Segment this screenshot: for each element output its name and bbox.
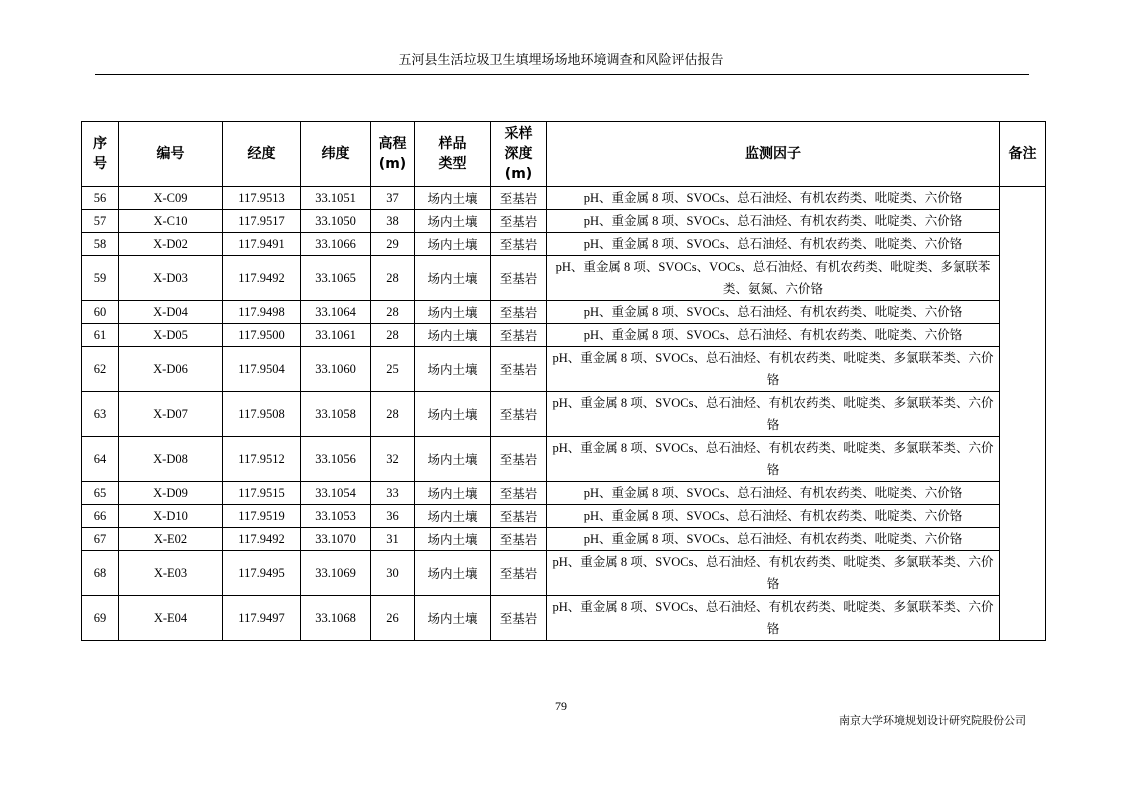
cell-factors: pH、重金属 8 项、SVOCs、总石油烃、有机农药类、吡啶类、多氯联苯类、六价铬 — [547, 437, 1000, 482]
col-header-factors: 监测因子 — [547, 122, 1000, 187]
cell-seq: 56 — [82, 187, 119, 210]
cell-sample-type: 场内土壤 — [415, 256, 491, 301]
table-row — [82, 596, 1046, 641]
cell-elevation: 32 — [371, 437, 415, 482]
cell-latitude: 33.1068 — [301, 596, 371, 641]
col-header-longitude: 经度 — [223, 122, 301, 187]
cell-elevation: 31 — [371, 528, 415, 551]
cell-latitude: 33.1061 — [301, 324, 371, 347]
cell-longitude: 117.9512 — [223, 437, 301, 482]
cell-factors: pH、重金属 8 项、SVOCs、总石油烃、有机农药类、吡啶类、多氯联苯类、六价铬 — [547, 551, 1000, 596]
cell-latitude: 33.1054 — [301, 482, 371, 505]
cell-latitude: 33.1065 — [301, 256, 371, 301]
cell-elevation: 26 — [371, 596, 415, 641]
table-row — [82, 551, 1046, 596]
cell-longitude: 117.9517 — [223, 210, 301, 233]
cell-sample-type: 场内土壤 — [415, 301, 491, 324]
cell-factors: pH、重金属 8 项、SVOCs、总石油烃、有机农药类、吡啶类、多氯联苯类、六价铬 — [547, 347, 1000, 392]
cell-depth: 至基岩 — [491, 392, 547, 437]
cell-id: X-D05 — [119, 324, 223, 347]
cell-factors: pH、重金属 8 项、SVOCs、总石油烃、有机农药类、吡啶类、六价铬 — [547, 528, 1000, 551]
cell-depth: 至基岩 — [491, 551, 547, 596]
cell-latitude: 33.1060 — [301, 347, 371, 392]
cell-factors: pH、重金属 8 项、SVOCs、总石油烃、有机农药类、吡啶类、六价铬 — [547, 210, 1000, 233]
table-row — [82, 437, 1046, 482]
cell-id: X-D06 — [119, 347, 223, 392]
cell-seq: 57 — [82, 210, 119, 233]
cell-longitude: 117.9519 — [223, 505, 301, 528]
cell-factors: pH、重金属 8 项、SVOCs、总石油烃、有机农药类、吡啶类、六价铬 — [547, 324, 1000, 347]
cell-factors: pH、重金属 8 项、SVOCs、VOCs、总石油烃、有机农药类、吡啶类、多氯联苯类、氨氮、六价铬 — [547, 256, 1000, 301]
cell-id: X-D04 — [119, 301, 223, 324]
cell-id: X-D03 — [119, 256, 223, 301]
col-header-id: 编号 — [119, 122, 223, 187]
table-row — [82, 505, 1046, 528]
table-row — [82, 347, 1046, 392]
cell-sample-type: 场内土壤 — [415, 528, 491, 551]
cell-depth: 至基岩 — [491, 324, 547, 347]
header-divider — [95, 74, 1029, 75]
cell-elevation: 28 — [371, 256, 415, 301]
cell-sample-type: 场内土壤 — [415, 347, 491, 392]
monitoring-points-table — [81, 121, 1046, 641]
table-row — [82, 256, 1046, 301]
cell-longitude: 117.9491 — [223, 233, 301, 256]
cell-longitude: 117.9500 — [223, 324, 301, 347]
cell-id: X-D09 — [119, 482, 223, 505]
cell-sample-type: 场内土壤 — [415, 505, 491, 528]
cell-elevation: 25 — [371, 347, 415, 392]
col-header-sample-type: 样品 类型 — [415, 122, 491, 187]
cell-sample-type: 场内土壤 — [415, 596, 491, 641]
cell-latitude: 33.1056 — [301, 437, 371, 482]
footer-organization: 南京大学环境规划设计研究院股份公司 — [839, 714, 1026, 727]
cell-elevation: 37 — [371, 187, 415, 210]
cell-elevation: 28 — [371, 392, 415, 437]
cell-latitude: 33.1050 — [301, 210, 371, 233]
col-header-seq: 序 号 — [82, 122, 119, 187]
cell-elevation: 28 — [371, 301, 415, 324]
col-header-latitude: 纬度 — [301, 122, 371, 187]
cell-seq: 63 — [82, 392, 119, 437]
cell-elevation: 29 — [371, 233, 415, 256]
cell-elevation: 28 — [371, 324, 415, 347]
col-header-depth: 采样 深度 (m) — [491, 122, 547, 187]
cell-elevation: 33 — [371, 482, 415, 505]
cell-latitude: 33.1058 — [301, 392, 371, 437]
cell-longitude: 117.9497 — [223, 596, 301, 641]
cell-depth: 至基岩 — [491, 528, 547, 551]
cell-sample-type: 场内土壤 — [415, 482, 491, 505]
cell-id: X-E03 — [119, 551, 223, 596]
cell-longitude: 117.9508 — [223, 392, 301, 437]
cell-longitude: 117.9492 — [223, 256, 301, 301]
cell-latitude: 33.1053 — [301, 505, 371, 528]
cell-depth: 至基岩 — [491, 482, 547, 505]
cell-longitude: 117.9504 — [223, 347, 301, 392]
cell-latitude: 33.1069 — [301, 551, 371, 596]
cell-seq: 61 — [82, 324, 119, 347]
cell-seq: 59 — [82, 256, 119, 301]
cell-factors: pH、重金属 8 项、SVOCs、总石油烃、有机农药类、吡啶类、多氯联苯类、六价铬 — [547, 596, 1000, 641]
col-header-remarks: 备注 — [1000, 122, 1046, 187]
cell-id: X-D02 — [119, 233, 223, 256]
page-number: 79 — [555, 699, 567, 713]
table-row — [82, 482, 1046, 505]
cell-depth: 至基岩 — [491, 347, 547, 392]
cell-sample-type: 场内土壤 — [415, 233, 491, 256]
table-row — [82, 301, 1046, 324]
cell-id: X-C09 — [119, 187, 223, 210]
cell-sample-type: 场内土壤 — [415, 437, 491, 482]
cell-depth: 至基岩 — [491, 210, 547, 233]
cell-longitude: 117.9498 — [223, 301, 301, 324]
table-row — [82, 392, 1046, 437]
cell-longitude: 117.9492 — [223, 528, 301, 551]
cell-id: X-D08 — [119, 437, 223, 482]
cell-seq: 65 — [82, 482, 119, 505]
cell-seq: 60 — [82, 301, 119, 324]
table-row — [82, 324, 1046, 347]
cell-depth: 至基岩 — [491, 301, 547, 324]
table-row — [82, 187, 1046, 210]
cell-elevation: 30 — [371, 551, 415, 596]
cell-seq: 68 — [82, 551, 119, 596]
cell-elevation: 36 — [371, 505, 415, 528]
cell-latitude: 33.1051 — [301, 187, 371, 210]
cell-id: X-D07 — [119, 392, 223, 437]
page-header-title: 五河县生活垃圾卫生填埋场场地环境调查和风险评估报告 — [398, 53, 724, 68]
cell-depth: 至基岩 — [491, 437, 547, 482]
cell-factors: pH、重金属 8 项、SVOCs、总石油烃、有机农药类、吡啶类、多氯联苯类、六价铬 — [547, 392, 1000, 437]
cell-latitude: 33.1066 — [301, 233, 371, 256]
cell-latitude: 33.1070 — [301, 528, 371, 551]
cell-longitude: 117.9515 — [223, 482, 301, 505]
cell-longitude: 117.9513 — [223, 187, 301, 210]
cell-remarks — [1000, 187, 1046, 641]
cell-sample-type: 场内土壤 — [415, 187, 491, 210]
table-row — [82, 233, 1046, 256]
cell-sample-type: 场内土壤 — [415, 210, 491, 233]
cell-seq: 69 — [82, 596, 119, 641]
cell-seq: 62 — [82, 347, 119, 392]
cell-id: X-E04 — [119, 596, 223, 641]
cell-depth: 至基岩 — [491, 256, 547, 301]
cell-sample-type: 场内土壤 — [415, 324, 491, 347]
cell-factors: pH、重金属 8 项、SVOCs、总石油烃、有机农药类、吡啶类、六价铬 — [547, 233, 1000, 256]
cell-longitude: 117.9495 — [223, 551, 301, 596]
cell-seq: 67 — [82, 528, 119, 551]
cell-depth: 至基岩 — [491, 233, 547, 256]
col-header-elevation: 高程 (m) — [371, 122, 415, 187]
cell-factors: pH、重金属 8 项、SVOCs、总石油烃、有机农药类、吡啶类、六价铬 — [547, 301, 1000, 324]
cell-id: X-D10 — [119, 505, 223, 528]
table-row — [82, 210, 1046, 233]
cell-id: X-E02 — [119, 528, 223, 551]
cell-seq: 58 — [82, 233, 119, 256]
cell-sample-type: 场内土壤 — [415, 392, 491, 437]
cell-depth: 至基岩 — [491, 596, 547, 641]
cell-factors: pH、重金属 8 项、SVOCs、总石油烃、有机农药类、吡啶类、六价铬 — [547, 187, 1000, 210]
cell-factors: pH、重金属 8 项、SVOCs、总石油烃、有机农药类、吡啶类、六价铬 — [547, 505, 1000, 528]
cell-depth: 至基岩 — [491, 505, 547, 528]
cell-latitude: 33.1064 — [301, 301, 371, 324]
cell-seq: 64 — [82, 437, 119, 482]
table-row — [82, 528, 1046, 551]
cell-elevation: 38 — [371, 210, 415, 233]
cell-id: X-C10 — [119, 210, 223, 233]
cell-seq: 66 — [82, 505, 119, 528]
cell-sample-type: 场内土壤 — [415, 551, 491, 596]
table-header-row — [82, 122, 1046, 187]
cell-factors: pH、重金属 8 项、SVOCs、总石油烃、有机农药类、吡啶类、六价铬 — [547, 482, 1000, 505]
cell-depth: 至基岩 — [491, 187, 547, 210]
